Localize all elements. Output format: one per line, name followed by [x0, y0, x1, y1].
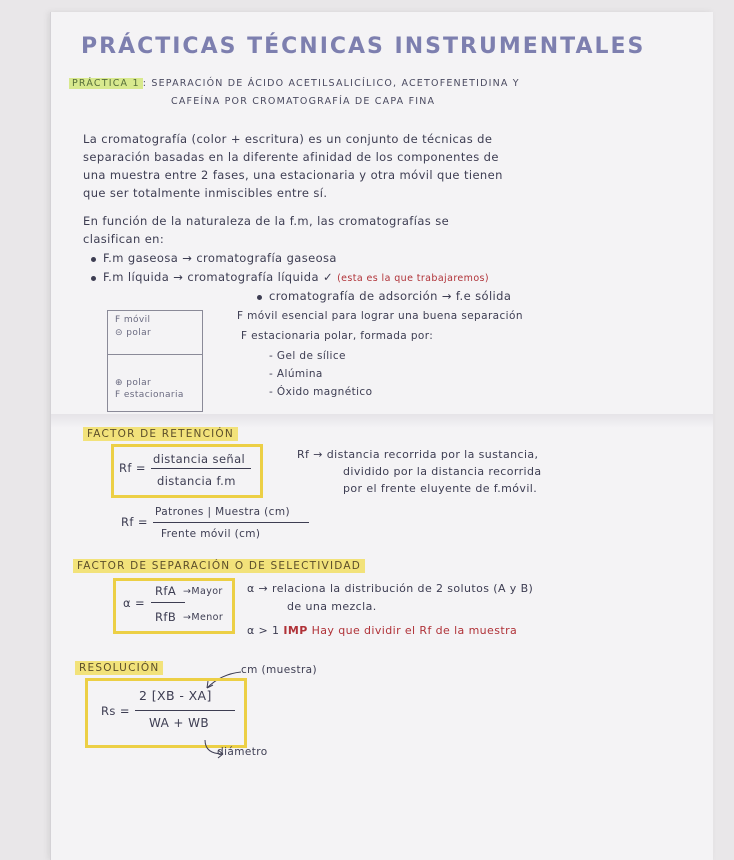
classification-line-1: En función de la naturaleza de la f.m, las cromatografías se — [83, 214, 450, 228]
bullet-liquida-note: (esta es la que trabajaremos) — [337, 273, 489, 284]
res-label-diametro: diámetro — [217, 746, 268, 758]
sep-heading-text: FACTOR DE SEPARACIÓN O DE SELECTIVIDAD — [73, 559, 365, 573]
bullet-adsorcion: cromatografía de adsorción → f.e sólida — [269, 289, 512, 303]
sep-heading — [73, 558, 365, 572]
rf-explain-1: Rf → distancia recorrida por la sustancia, — [297, 448, 539, 461]
sep-denominator: RfB — [155, 610, 177, 624]
sep-minor-text: Menor — [191, 612, 224, 623]
sep-symbol: α = — [123, 596, 146, 610]
table-bottom-label-2: F estacionaria — [115, 390, 184, 400]
notebook-page — [50, 12, 713, 860]
mobile-phase-note: F móvil esencial para lograr una buena separación — [237, 310, 523, 322]
res-denominator: WA + WB — [149, 716, 209, 730]
sep-fraction-line — [151, 602, 185, 603]
rf-denominator: distancia f.m — [157, 474, 236, 488]
res-fraction-line — [135, 710, 235, 711]
practice-line1: : SEPARACIÓN DE ÁCIDO ACETILSALICÍLICO, ACETOFENETIDINA Y — [142, 78, 520, 89]
rf-explain-2: dividido por la distancia recorrida — [343, 465, 542, 478]
bullet-dot-1 — [91, 257, 96, 262]
sep-note: Hay que dividir el Rf de la muestra — [311, 624, 518, 637]
sep-condition-text: α > 1 — [247, 624, 280, 637]
sep-minor-label: →Menor — [183, 612, 224, 623]
sep-major-text: Mayor — [191, 586, 223, 597]
intro-line-2: separación basadas en la diferente afinidad de los componentes de — [83, 150, 499, 164]
sep-condition — [247, 624, 517, 637]
sep-explain-2: de una mezcla. — [287, 600, 377, 613]
rf-explain-3: por el frente eluyente de f.móvil. — [343, 482, 538, 495]
classification-line-2: clasifican en: — [83, 232, 165, 246]
bullet-liquida — [103, 270, 489, 284]
rf-fraction-line — [151, 468, 251, 469]
page-title: PRÁCTICAS TÉCNICAS INSTRUMENTALES — [81, 34, 646, 59]
intro-line-4: que ser totalmente inmiscibles entre sí. — [83, 186, 328, 200]
phase-item-oxide: - Óxido magnético — [269, 386, 373, 398]
sep-imp: IMP — [283, 624, 308, 637]
sep-numerator: RfA — [155, 584, 177, 598]
phase-item-silica: - Gel de sílice — [269, 350, 346, 362]
table-bottom-label-1: ⊕ polar — [115, 378, 152, 388]
rf-denominator-2: Frente móvil (cm) — [161, 528, 261, 540]
stationary-phase-note: F estacionaria polar, formada por: — [241, 330, 434, 342]
practice-tag: PRÁCTICA 1 — [69, 78, 143, 89]
res-label-cm: cm (muestra) — [241, 664, 318, 676]
bullet-dot-2 — [91, 276, 96, 281]
bullet-liquida-text: F.m líquida → cromatografía líquida ✓ — [103, 270, 334, 284]
phase-item-alumina: - Alúmina — [269, 368, 323, 380]
table-top-label-2: ⊝ polar — [115, 328, 152, 338]
sep-explain-1: α → relaciona la distribución de 2 solutos (A y B) — [247, 582, 534, 595]
rf-numerator: distancia señal — [153, 452, 246, 466]
rf-symbol-2: Rf = — [121, 515, 148, 529]
res-symbol: Rs = — [101, 704, 130, 718]
intro-line-3: una muestra entre 2 fases, una estacionaria y otra móvil que tienen — [83, 168, 503, 182]
res-numerator: 2 [XB - XA] — [139, 688, 212, 703]
bullet-dot-3 — [257, 295, 262, 300]
table-top-label-1: F móvil — [115, 315, 151, 325]
res-heading — [75, 660, 163, 674]
intro-line-1: La cromatografía (color + escritura) es un conjunto de técnicas de — [83, 132, 493, 146]
sep-major-label: →Mayor — [183, 586, 223, 597]
bullet-gaseosa: F.m gaseosa → cromatografía gaseosa — [103, 251, 337, 265]
rf-symbol: Rf = — [119, 461, 146, 475]
rf-fraction-line-2 — [153, 522, 309, 523]
rf-heading-text: FACTOR DE RETENCIÓN — [83, 427, 238, 441]
practice-line2: CAFEÍNA POR CROMATOGRAFÍA DE CAPA FINA — [171, 96, 436, 107]
rf-numerator-2: Patrones | Muestra (cm) — [155, 506, 290, 518]
rf-heading — [83, 426, 238, 440]
practice-heading — [69, 78, 520, 89]
res-heading-text: RESOLUCIÓN — [75, 661, 163, 675]
